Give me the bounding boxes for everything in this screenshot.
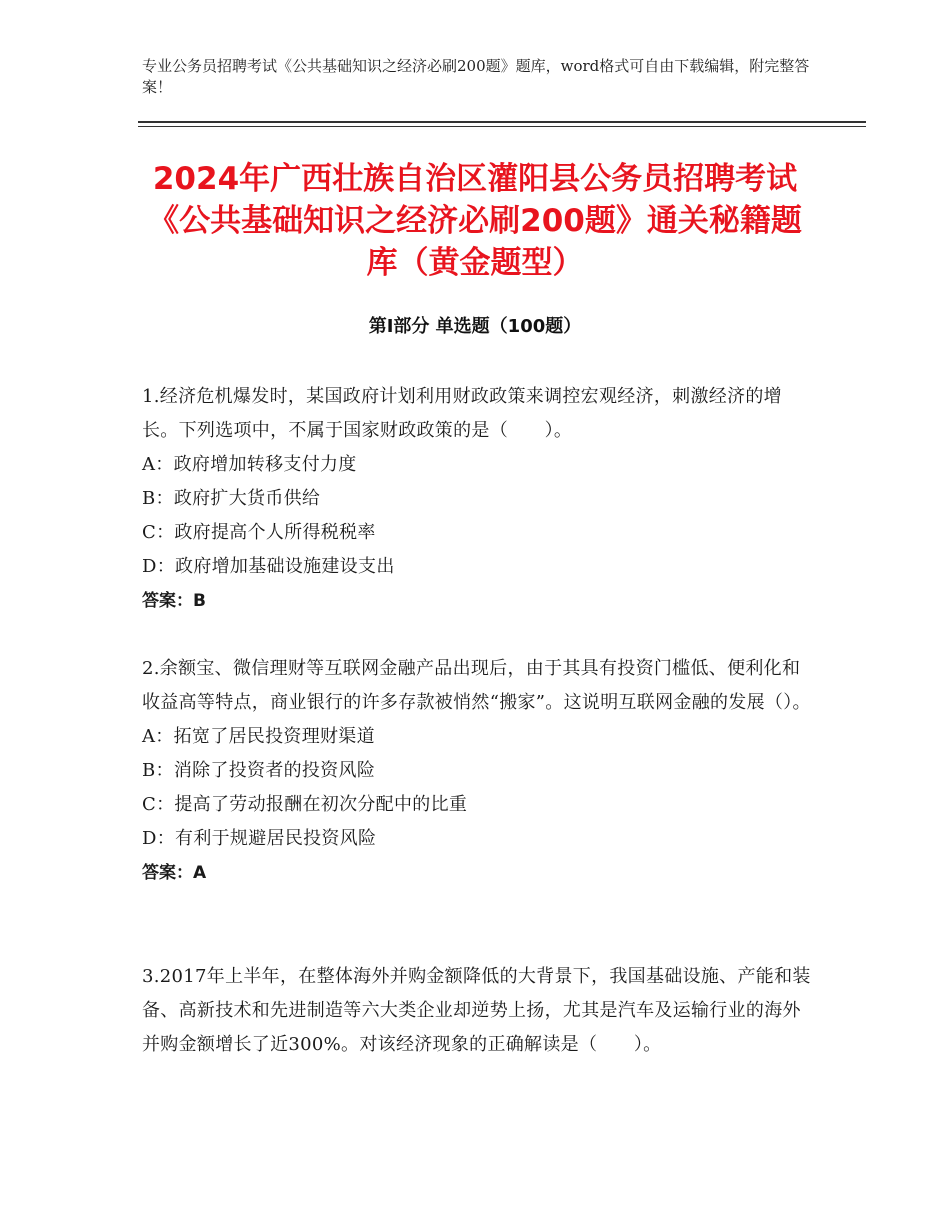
question-3	[142, 960, 812, 1062]
option-c: C：政府提高个人所得税税率	[142, 522, 376, 543]
header-rule-thick	[138, 121, 866, 123]
question-2	[142, 652, 812, 890]
header-note: 专业公务员招聘考试《公共基础知识之经济必刷200题》题库，word格式可自由下载编辑，附完整答案！	[142, 57, 810, 96]
question-1	[142, 380, 812, 618]
option-b: B：消除了投资者的投资风险	[142, 760, 376, 781]
option-a: A：政府增加转移支付力度	[142, 454, 357, 475]
question-stem: 2.余额宝、微信理财等互联网金融产品出现后，由于其具有投资门槛低、便利化和收益高等特点，商业银行的许多存款被悄然“搬家”。这说明互联网金融的发展（）。	[142, 658, 811, 713]
header-rule-thin	[138, 126, 866, 127]
option-b: B：政府扩大货币供给	[142, 488, 321, 509]
section-heading: 第Ⅰ部分 单选题（100题）	[368, 316, 582, 337]
option-c: C：提高了劳动报酬在初次分配中的比重	[142, 794, 468, 815]
answer-line: 答案：B	[142, 591, 206, 611]
question-stem: 1.经济危机爆发时，某国政府计划利用财政政策来调控宏观经济，刺激经济的增长。下列选项中，不属于国家财政政策的是（ ）。	[142, 386, 782, 441]
option-a: A：拓宽了居民投资理财渠道	[142, 726, 375, 747]
answer-line: 答案：A	[142, 863, 207, 883]
option-d: D：政府增加基础设施建设支出	[142, 556, 395, 577]
question-stem: 3.2017年上半年，在整体海外并购金额降低的大背景下，我国基础设施、产能和装备、高新技术和先进制造等六大类企业却逆势上扬，尤其是汽车及运输行业的海外并购金额增长了近300%。对该经济现象的正确解读是（ ）。	[142, 966, 811, 1055]
option-d: D：有利于规避居民投资风险	[142, 828, 377, 849]
document-title: 2024年广西壮族自治区灌阳县公务员招聘考试《公共基础知识之经济必刷200题》通关秘籍题库（黄金题型）	[148, 161, 802, 281]
